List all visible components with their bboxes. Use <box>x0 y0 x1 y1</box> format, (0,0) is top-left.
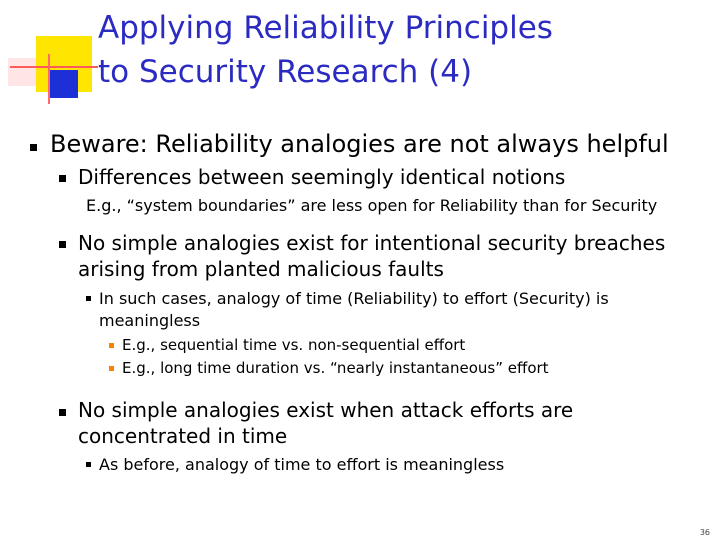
logo-blue-square <box>50 70 78 98</box>
bullet-no-analogies-breaches-line2: arising from planted malicious faults <box>78 257 444 281</box>
page-number: 36 <box>699 528 710 537</box>
slide-title <box>98 6 698 94</box>
bullet-marker-icon <box>59 409 66 416</box>
bullet-marker-icon <box>86 462 91 467</box>
bullet-differences: Differences between seemingly identical notions <box>78 165 566 189</box>
bullet-such-cases-line2: meaningless <box>99 311 201 330</box>
bullet-no-analogies-concentrated-line1: No simple analogies exist when attack efforts are <box>78 398 574 422</box>
bullet-marker-icon <box>59 175 66 182</box>
bullet-marker-icon <box>109 366 114 371</box>
example-sequential-time: E.g., sequential time vs. non-sequential effort <box>122 336 466 354</box>
bullet-marker-icon <box>109 343 114 348</box>
bullet-such-cases-line1: In such cases, analogy of time (Reliability) to effort (Security) is <box>99 289 609 308</box>
example-long-time-duration: E.g., long time duration vs. “nearly instantaneous” effort <box>122 359 549 377</box>
logo-horizontal-line <box>10 66 98 68</box>
logo-vertical-line <box>48 54 50 104</box>
example-system-boundaries: E.g., “system boundaries” are less open for Reliability than for Security <box>86 196 658 215</box>
bullet-marker-icon <box>30 144 37 151</box>
bullet-no-analogies-breaches-line1: No simple analogies exist for intentional security breaches <box>78 231 666 255</box>
bullet-no-analogies-concentrated-line2: concentrated in time <box>78 424 288 448</box>
bullet-marker-icon <box>86 296 91 301</box>
bullet-marker-icon <box>59 241 66 248</box>
slide-logo-decoration <box>0 0 100 110</box>
slide-title-line1: Applying Reliability Principles <box>98 10 553 46</box>
bullet-as-before: As before, analogy of time to effort is meaningless <box>99 455 505 474</box>
slide-title-line2: to Security Research (4) <box>98 54 473 90</box>
bullet-beware: Beware: Reliability analogies are not always helpful <box>50 130 669 158</box>
